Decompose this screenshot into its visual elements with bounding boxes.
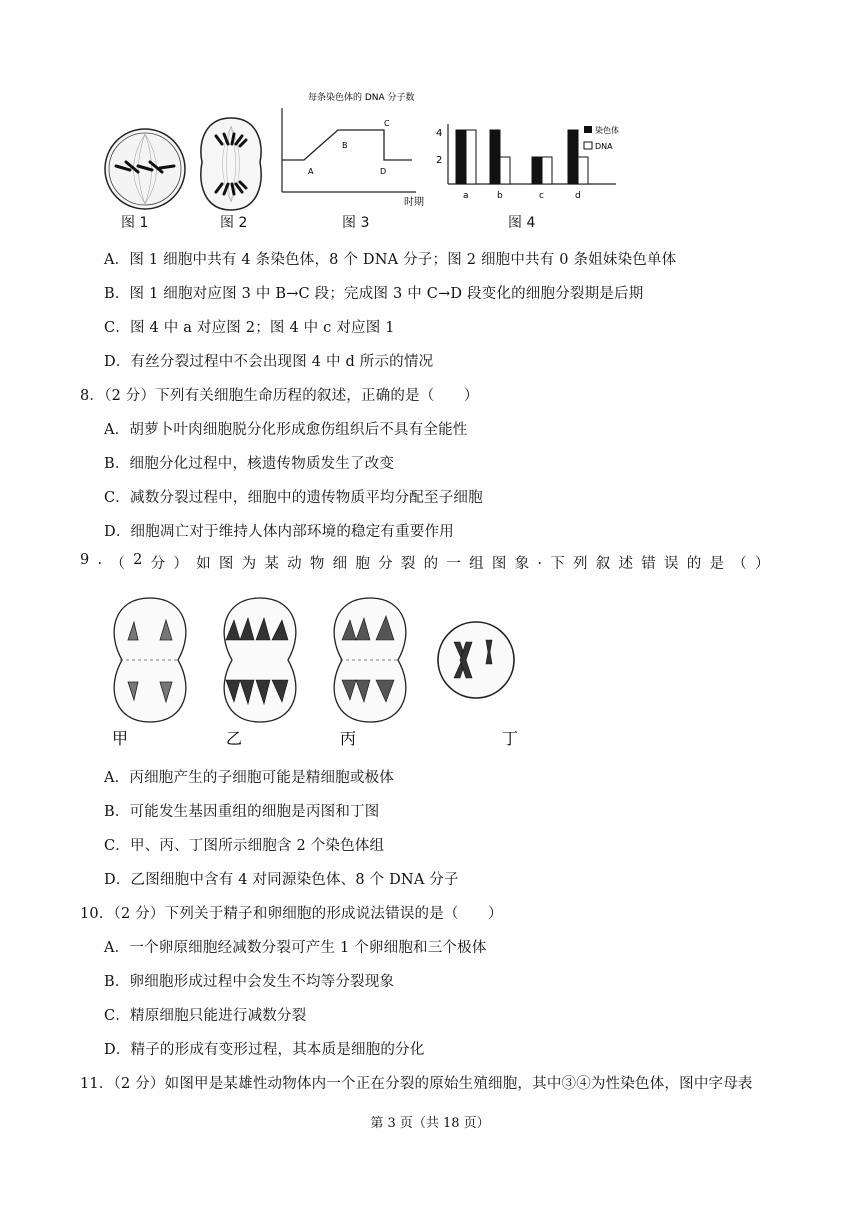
q9-caption-ding: 丁 [502,729,519,748]
bar-a-dna [466,130,476,184]
q9-caption-jia: 甲 [112,729,129,748]
q9-stem-char: 分 [378,556,393,572]
q9-stem-char: 如 [196,556,211,572]
page-footer: 第 3 页（共 18 页） [370,1116,490,1131]
q10-option-c: C．精原细胞只能进行减数分裂 [104,1008,307,1024]
caption-figure-1: 图 1 [121,215,149,231]
figure-3-xlabel: 时期 [404,197,424,208]
q9-stem-char: . [97,552,103,568]
figure-3-graph [274,88,424,208]
q9-stem-char: 胞 [355,556,371,572]
figure-row-top [96,88,636,231]
figure-4-category-d: d [575,191,581,201]
figure-4-ytick-2: 2 [436,155,443,166]
figure-1-cell [102,126,188,212]
q9-stem-char: 图 [491,556,507,572]
q9-stem-char: 列 [572,556,588,572]
q11-stem: 11．（2 分）如图甲是某雄性动物体内一个正在分裂的原始生殖细胞，其中③④为性染色体，图中字母表 [80,1076,753,1092]
q9-figure-row [100,592,530,752]
q9-stem-char: 裂 [400,556,416,572]
figure-4-category-c: c [539,191,544,201]
q10-stem: 10．（2 分）下列关于精子和卵细胞的形成说法错误的是（ ） [80,906,503,922]
q9-cell-ding [438,622,514,698]
q10-option-d: D．精子的形成有变形过程，其本质是细胞的分化 [104,1042,425,1058]
q8-option-c: C．减数分裂过程中，细胞中的遗传物质平均分配至子细胞 [104,490,483,506]
q9-stem-char: 组 [469,556,484,572]
q8-stem: 8．（2 分）下列有关细胞生命历程的叙述，正确的是（ ） [80,388,479,404]
caption-figure-3: 图 3 [342,215,370,231]
q9-option-a: A．丙细胞产生的子细胞可能是精细胞或极体 [104,770,394,786]
q9-option-d: D．乙图细胞中含有 4 对同源染色体、8 个 DNA 分子 [104,872,459,888]
q9-stem-char: 错 [641,556,656,572]
q7-option-d: D．有丝分裂过程中不会出现图 4 中 d 所示的情况 [104,354,434,370]
q9-stem-char: 的 [686,556,702,572]
legend-label-dna: DNA [595,142,613,151]
q9-stem-char: 叙 [595,556,611,572]
q8-option-d: D．细胞凋亡对于维持人体内部环境的稳定有重要作用 [104,524,454,540]
q7-option-b: B．图 1 细胞对应图 3 中 B→C 段；完成图 3 中 C→D 段变化的细胞分裂期是后期 [104,286,644,302]
q9-stem-char: 误 [663,556,679,572]
figure-3-ylabel: 每条染色体的 DNA 分子数 [308,93,415,103]
bar-b-dna [500,157,510,184]
q9-cell-jia [114,598,186,722]
q9-caption-yi: 乙 [226,729,243,748]
figure-4-chart [428,118,628,204]
q9-caption-bing: 丙 [340,729,357,748]
q7-option-c: C．图 4 中 a 对应图 2；图 4 中 c 对应图 1 [104,320,395,336]
q9-stem-char: 为 [241,556,257,572]
caption-figure-4: 图 4 [508,215,536,231]
q9-stem-char: 述 [618,556,634,572]
figure-4-category-b: b [497,191,503,201]
figure-4-ytick-4: 4 [436,128,443,139]
q9-stem-char: 是 [709,556,725,572]
q9-stem-char: 动 [287,556,302,572]
figure-3-point-a: A [308,167,314,176]
caption-figure-2: 图 2 [220,215,248,231]
q9-stem-char: 象 [514,556,530,572]
q9-stem [80,552,770,573]
q9-stem-char: 某 [264,556,280,572]
q9-cell-yi [224,598,296,722]
q9-stem-char: 物 [309,556,325,572]
bar-d-dna [578,157,588,184]
figure-4-category-a: a [463,191,469,201]
figure-2-cell [194,114,268,214]
figure-3-point-b: B [342,141,348,150]
bar-d-chromosome [568,130,578,184]
q9-stem-char: 分 [150,556,166,572]
figure-3-point-c: C [384,119,390,128]
q9-stem-char: 一 [446,556,462,572]
figure-3-point-d: D [380,167,387,176]
bar-c-dna [542,157,552,184]
q9-stem-char: 下 [550,556,565,572]
q9-stem-char: 细 [332,556,348,572]
q9-stem-char: （ [110,556,126,572]
legend-swatch-chromosome [584,126,592,133]
q10-option-b: B．卵细胞形成过程中会发生不均等分裂现象 [104,974,395,990]
q9-option-c: C．甲、丙、丁图所示细胞含 2 个染色体组 [104,838,385,854]
q8-option-a: A．胡萝卜叶肉细胞脱分化形成愈伤组织后不具有全能性 [104,422,468,438]
legend-label-chromosome: 染色体 [595,126,619,135]
q9-stem-char: ） [754,556,770,572]
legend-swatch-dna [584,142,592,149]
q8-option-b: B．细胞分化过程中，核遗传物质发生了改变 [104,456,395,472]
q9-stem-char: 2 [133,552,143,568]
q10-option-a: A．一个卵原细胞经减数分裂可产生 1 个卵细胞和三个极体 [104,940,487,956]
q7-option-a: A．图 1 细胞中共有 4 条染色体，8 个 DNA 分子；图 2 细胞中共有 0 条姐妹染色单体 [104,252,677,268]
bar-a-chromosome [456,130,466,184]
q9-stem-char: 9 [80,552,90,568]
q9-cell-bing [334,598,406,722]
q9-stem-char: （ [732,556,747,572]
bar-b-chromosome [490,130,500,184]
q9-stem-char: . [537,552,543,568]
bar-c-chromosome [532,157,542,184]
q9-stem-char: 的 [423,556,439,572]
q9-stem-char: 图 [218,556,234,572]
q9-stem-char: ） [173,556,189,572]
q9-option-b: B．可能发生基因重组的细胞是丙图和丁图 [104,804,380,820]
